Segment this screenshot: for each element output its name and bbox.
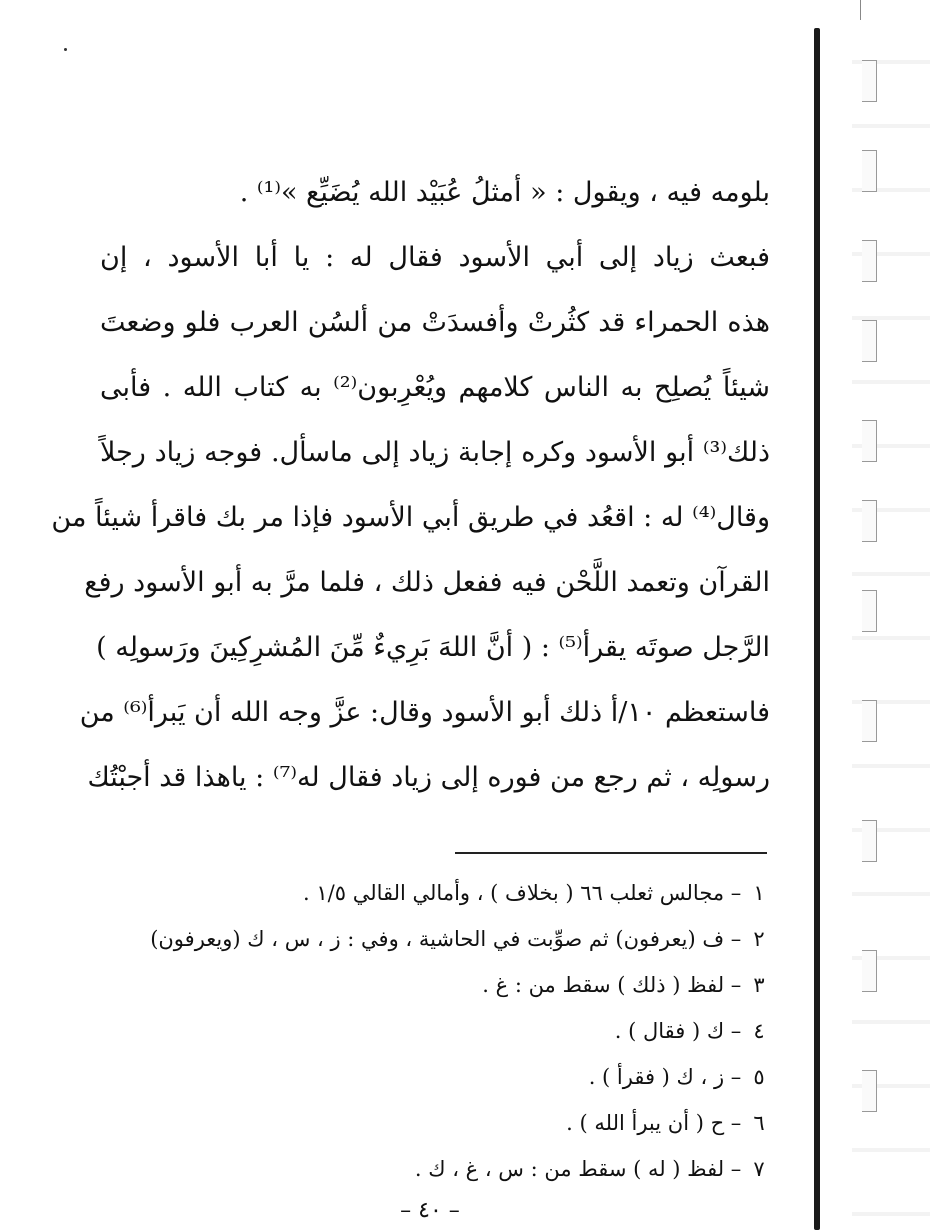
- edge-tick: [860, 0, 861, 20]
- footnote-text: – ز ، ك ( فقرأ ) .: [588, 1065, 742, 1089]
- text-line: وقال⁽⁴⁾ له : اقعُد في طريق أبي الأسود فإذا مر بك فاقرأ شيئاً من: [51, 502, 770, 533]
- footnote-number: ١: [753, 881, 765, 905]
- edge-tab: [862, 950, 877, 992]
- text-line: الرَّجل صوتَه يقرأ⁽⁵⁾ : ( أنَّ اللهَ بَرِيءٌ مِّنَ المُشرِكِينَ ورَسولِه ): [96, 632, 770, 663]
- text-line: ذلك⁽³⁾ أبو الأسود وكره إجابة زياد إلى ماسأل. فوجه زياد رجلاً: [100, 437, 770, 468]
- footnotes-block: [110, 870, 770, 1192]
- text-line: فاستعظم ١٠/أ ذلك أبو الأسود وقال: عزَّ وجه الله أن يَبرأ⁽⁶⁾ من: [79, 697, 770, 728]
- edge-tab: [862, 700, 877, 742]
- footnote-number: ٢: [753, 927, 765, 951]
- edge-tab: [862, 420, 877, 462]
- edge-tab: [862, 320, 877, 362]
- page-edge-strip: [852, 0, 930, 1230]
- footnote-number: ٥: [753, 1065, 765, 1089]
- edge-tab: [862, 150, 877, 192]
- footnote-item: [110, 1008, 770, 1054]
- footnote-number: ٧: [753, 1157, 765, 1181]
- footnote-item: [110, 916, 770, 962]
- footnote-item: [110, 1100, 770, 1146]
- edge-tab: [862, 500, 877, 542]
- edge-tab: [862, 1070, 877, 1112]
- footnote-item: [110, 962, 770, 1008]
- footnote-item: [110, 1054, 770, 1100]
- footnote-divider: [455, 852, 767, 854]
- text-line: هذه الحمراء قد كثُرتْ وأفسدَتْ من ألسُن العرب فلو وضعتَ: [100, 307, 770, 338]
- text-line: رسولِه ، ثم رجع من فوره إلى زياد فقال له⁽⁷⁾ : ياهذا قد أجبْتُك: [87, 762, 770, 793]
- edge-tab: [862, 240, 877, 282]
- book-spine-shadow: [814, 28, 820, 1230]
- edge-tab: [862, 60, 877, 102]
- footnote-text: – ف (يعرفون) ثم صوِّبت في الحاشية ، وفي : ز ، س ، ك (ويعرفون): [150, 927, 742, 951]
- text-line: بلومه فيه ، ويقول : « أمثلُ عُبَيْد الله يُضَيِّع »⁽¹⁾ .: [239, 177, 770, 208]
- footnote-number: ٦: [753, 1111, 765, 1135]
- footnote-text: – مجالس ثعلب ٦٦ ( بخلاف ) ، وأمالي القالي ١/٥ .: [303, 881, 742, 905]
- footnote-text: – لفظ ( ذلك ) سقط من : غ .: [482, 973, 742, 997]
- text-line: القرآن وتعمد اللَّحْن فيه ففعل ذلك ، فلما مرَّ به أبو الأسود رفع: [84, 567, 770, 598]
- main-text-block: [51, 160, 770, 810]
- footnote-text: – ك ( فقال ) .: [614, 1019, 742, 1043]
- footnote-number: ٤: [753, 1019, 765, 1043]
- footnote-text: – لفظ ( له ) سقط من : س ، غ ، ك .: [414, 1157, 742, 1181]
- page-number: – ٤٠ –: [400, 1198, 460, 1223]
- edge-tab: [862, 820, 877, 862]
- edge-tab: [862, 590, 877, 632]
- text-line: فبعث زياد إلى أبي الأسود فقال له : يا أبا الأسود ، إن: [100, 242, 770, 273]
- footnote-item: [110, 870, 770, 916]
- footnote-text: – ح ( أن يبرأ الله ) .: [566, 1111, 742, 1135]
- scan-speck: [64, 48, 67, 51]
- footnote-item: [110, 1146, 770, 1192]
- text-line: شيئاً يُصلِح به الناس كلامهم ويُعْرِبون⁽²⁾ به كتاب الله . فأبى: [100, 372, 770, 403]
- footnote-number: ٣: [753, 973, 765, 997]
